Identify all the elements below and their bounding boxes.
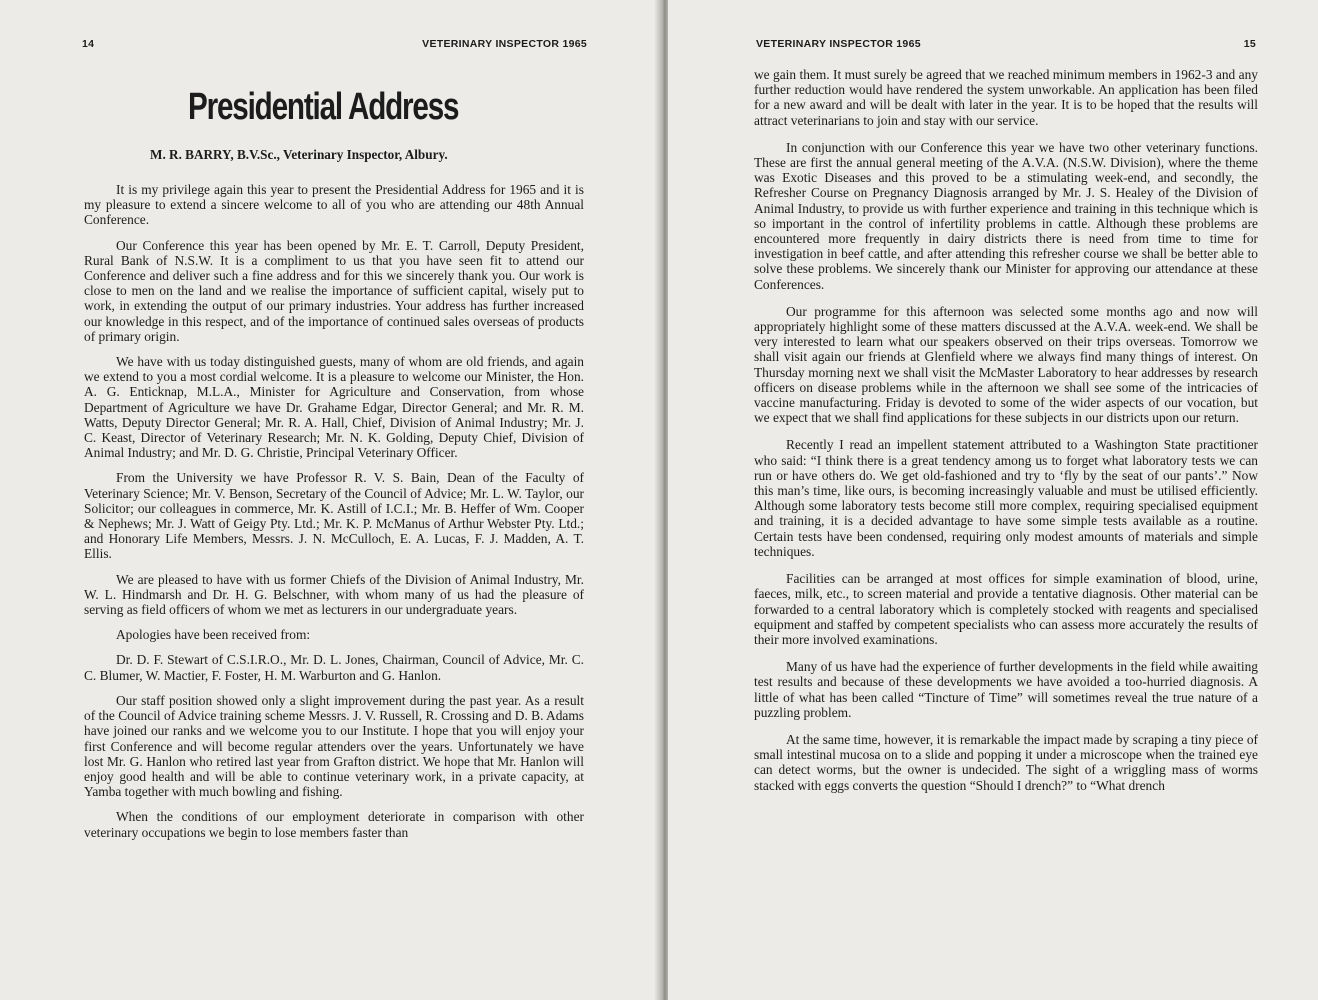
page-number: 14 — [82, 38, 95, 50]
paragraph: Recently I read an impellent statement attributed to a Washington State practitioner who said: “I think there is a great tendency among us to forget what laboratory tests we can run or have others do. We get old-fashioned and try to ‘fly by the seat of our pants’.” Now this man’s time, like ours, is becoming increasingly valuable and must be utilised efficiently. Although some laboratory tests become still more complex, requiring specialised equipment and training, it is a decided advantage to have some simple tests available as a routine. Certain tests have been condensed, requiring only modest amounts of materials and simple techniques. — [754, 437, 1258, 559]
paragraph: Our Conference this year has been opened by Mr. E. T. Carroll, Deputy President, Rural Bank of N.S.W. It is a compliment to us that you have seen fit to attend our Conference and deliver such a fine address and for this we sincerely thank you. Our work is close to men on the land and we realise the importance of sufficient capital, wisely put to work, in extending the output of our primary industries. Your address has further increased our knowledge in this respect, and of the importance of continued sales overseas of products of primary origin. — [84, 237, 584, 344]
right-page-header — [756, 38, 1256, 54]
paragraph: We have with us today distinguished guests, many of whom are old friends, and again we extend to you a most cordial welcome. It is a pleasure to welcome our Minister, the Hon. A. G. Enticknap, M.L.A., Minister for Agriculture and Conservation, from whose Department of Agriculture we have Dr. Grahame Edgar, Director General; and Mr. R. M. Watts, Deputy Director General; Mr. R. A. Hall, Chief, Division of Animal Industry; Mr. J. C. Keast, Director of Veterinary Research; Mr. N. K. Golding, Deputy Chief, Division of Animal Industry; and Mr. D. G. Christie, Principal Veterinary Officer. — [84, 354, 584, 461]
left-body-text — [84, 182, 584, 850]
paragraph: Our programme for this afternoon was selected some months ago and now will appropriately highlight some of these matters discussed at the A.V.A. week-end. We shall be very interested to learn what our speakers observed on their trips overseas. Tomorrow we shall visit again our friends at Glenfield where we always find many things of interest. On Thursday morning next we shall visit the McMaster Laboratory to hear addresses by research officers on disease problems while in the afternoon we shall see some of the intricacies of vaccine manufacturing. Friday is devoted to some of the wider aspects of our vocation, but we expect that we shall find applications for these subjects in our districts upon our return. — [754, 303, 1258, 426]
paragraph: Our staff position showed only a slight improvement during the past year. As a result of the Council of Advice training scheme Messrs. J. V. Russell, R. Crossing and D. B. Adams have joined our ranks and we welcome you to our Institute. I hope that you will enjoy your first Conference and will become regular attenders over the years. Unfortunately we have lost Mr. G. Hanlon who retired last year from Grafton district. We hope that Mr. Hanlon will enjoy good health and will be able to continue veterinary work, in a private capacity, at Yamba together with much bowling and fishing. — [84, 692, 584, 800]
paragraph: We are pleased to have with us former Chiefs of the Division of Animal Industry, Mr. W. L. Hindmarsh and Dr. H. G. Belschner, with whom many of us had the pleasure of serving as field officers of whom we met as lecturers in our undergraduate years. — [84, 571, 584, 618]
page-number: 15 — [1243, 38, 1256, 50]
paragraph: When the conditions of our employment deteriorate in comparison with other veterinary occupations we begin to lose members faster than — [84, 809, 584, 840]
paragraph: In conjunction with our Conference this year we have two other veterinary functions. These are first the annual general meeting of the A.V.A. (N.S.W. Division), where the theme was Exotic Diseases and this proved to be a stimulating week-end, and secondly, the Refresher Course on Pregnancy Diagnosis arranged by Mr. J. S. Healey of the Division of Animal Industry, to provide us with further experience and training in this technique which is so important in the control of infertility problems in cattle. Although these problems are encountered more frequently in dairy districts there is need from time to time for investigation in beef cattle, and after attending this refresher course we shall be better able to solve these problems. We sincerely thank our Minister for approving our attendance at these Conferences. — [754, 139, 1258, 292]
paragraph: From the University we have Professor R. V. S. Bain, Dean of the Faculty of Veterinary Science; Mr. V. Benson, Secretary of the Council of Advice; Mr. L. W. Taylor, our Solicitor; our colleagues in commerce, Mr. K. Astill of I.C.I.; Mr. B. Heffer of Wm. Cooper & Nephews; Mr. J. Watt of Geigy Pty. Ltd.; Mr. K. P. McManus of Arthur Webster Pty. Ltd.; and Honorary Life Members, Messrs. J. N. McCulloch, E. A. Lucas, F. J. Madden, A. T. Ellis. — [84, 470, 584, 562]
paragraph: Dr. D. F. Stewart of C.S.I.R.O., Mr. D. L. Jones, Chairman, Council of Advice, Mr. C. C. Blumer, W. Mactier, F. Foster, H. M. Warburton and G. Hanlon. — [84, 652, 584, 683]
article-title: Presidential Address — [188, 86, 459, 128]
paragraph: Apologies have been received from: — [116, 627, 311, 643]
paragraph: Facilities can be arranged at most offices for simple examination of blood, urine, faeces, milk, etc., to screen material and provide a tentative diagnosis. Other material can be forwarded to a central laboratory which is completely stocked with reagents and specialised equipment and staffed by competent specialists who can assess more accurately the results of their more involved examinations. — [754, 571, 1258, 647]
paragraph: Many of us have had the experience of further developments in the field while awaiting test results and because of these developments we have avoided a too-hurried diagnosis. A little of what has been called “Tincture of Time” will sometimes reveal the true nature of a puzzling problem. — [754, 659, 1258, 720]
running-head: VETERINARY INSPECTOR 1965 — [422, 38, 587, 50]
paragraph: we gain them. It must surely be agreed that we reached minimum members in 1962-3 and any further reduction would have rendered the system unworkable. An application has been filed for a new award and will be dealt with later in the year. It is to be hoped that the results will attract veterinarians to join and stay with our service. — [754, 67, 1258, 128]
right-page — [668, 0, 1318, 1000]
right-body-text — [754, 67, 1258, 805]
author-byline: M. R. BARRY, B.V.Sc., Veterinary Inspector, Albury. — [150, 147, 448, 162]
paragraph: At the same time, however, it is remarkable the impact made by scraping a tiny piece of small intestinal mucosa on to a slide and popping it under a microscope when the trained eye can detect worms, but the owner is undecided. The sight of a wriggling mass of worms stacked with eggs converts the question “Should I drench?” to “What drench — [754, 731, 1258, 793]
running-head: VETERINARY INSPECTOR 1965 — [756, 38, 921, 50]
left-page-header — [82, 38, 587, 54]
paragraph: It is my privilege again this year to present the Presidential Address for 1965 and it is my pleasure to extend a sincere welcome to all of you who are attending our 48th Annual Conference. — [84, 182, 584, 228]
